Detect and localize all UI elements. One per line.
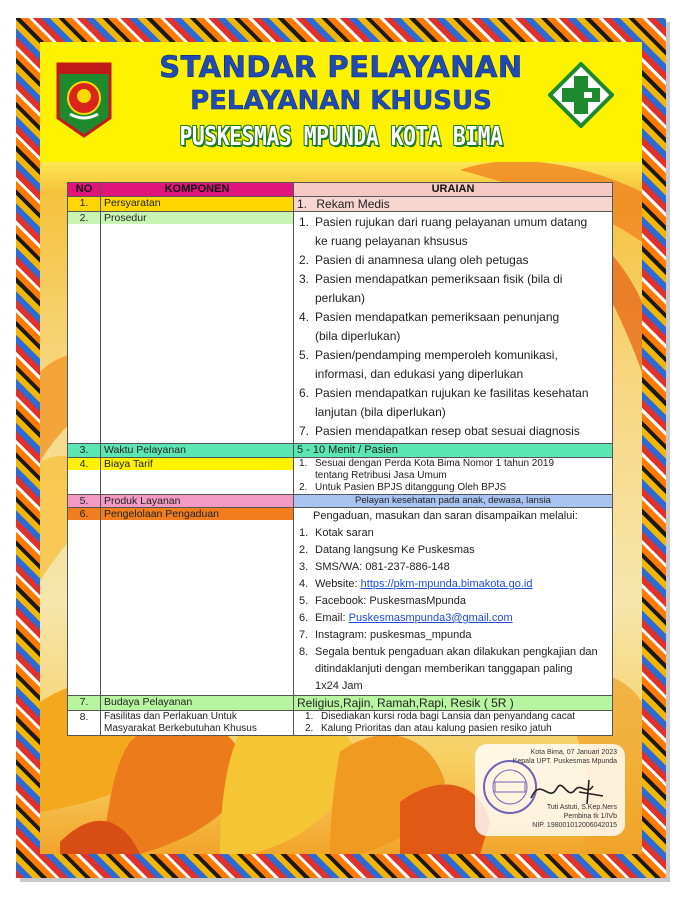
row-component: Pengelolaan Pengaduan [101,508,294,696]
email-link[interactable]: Puskesmasmpunda3@gmail.com [348,612,513,624]
row-description [294,212,613,444]
signature-position: Kepala UPT. Puskesmas Mpunda [512,758,617,765]
table-row [68,444,613,458]
row-component: Waktu Pelayanan [101,444,294,458]
row-description [294,197,613,212]
table-row [68,212,613,444]
title-standar-pelayanan: STANDAR PELAYANAN [159,50,523,84]
table-header-row [68,183,613,197]
list-item: Rekam Medis [316,197,390,211]
title-pelayanan-khusus: PELAYANAN KHUSUS [190,86,492,116]
header-komponen: KOMPONEN [101,183,294,197]
row-number: 4. [68,458,101,495]
list-item: 5. Pasien/pendamping memperoleh komunikasi, informasi, dan edukasi yang diperlukan [299,348,558,381]
list-item: 8. Segala bentuk pengaduan akan dilakukan pengkajian dan ditindaklanjuti dengan memberikan tanggapan paling 1x24 Jam [299,646,598,692]
row-number: 1. [68,197,101,212]
list-item: 2. Pasien di anamnesa ulang oleh petugas [299,253,529,267]
list-item: 1. Disediakan kursi roda bagi Lansia dan penyandang cacat [305,711,576,722]
row-component: Persyaratan [101,197,294,212]
row-number: 6. [68,508,101,696]
list-item: 7. Pasien mendapatkan resep obat sesuai diagnosis [299,424,580,438]
puskesmas-logo-icon [548,62,614,128]
list-item: 6. Pasien mendapatkan rujukan ke fasilitas kesehatan lanjutan (bila diperlukan) [299,386,589,419]
signature-nip: NIP. 198001012006042015 [532,822,617,829]
row-description [294,508,613,696]
signature-rank: Pembina tk 1/IVb [563,813,617,820]
row-number: 2. [68,212,101,444]
row-description: Religius,Rajin, Ramah,Rapi, Resik ( 5R ) [294,696,613,711]
list-item: 3. SMS/WA: 081-237-886-148 [299,561,450,573]
row-component: Prosedur [101,212,294,444]
row-description [294,458,613,495]
signature-place-date: Kota Bima, 07 Januari 2023 [530,749,617,756]
list-item: 4. Pasien mendapatkan pemeriksaan penunjang (bila diperlukan) [299,310,560,343]
row-component: Budaya Pelayanan [101,696,294,711]
poster-body [40,42,642,854]
list-item: 3. Pasien mendapatkan pemeriksaan fisik (bila di perlukan) [299,272,563,305]
table-row [68,458,613,495]
row-number: 8. [68,711,101,736]
table-row [68,696,613,711]
table-row [68,495,613,508]
row-description: Pelayan kesehatan pada anak, dewasa, lansia [294,495,613,508]
list-number: 1. [297,197,308,211]
list-item: 2. Untuk Pasien BPJS ditanggung Oleh BPJS [299,482,507,493]
list-item: 7. Instagram: puskesmas_mpunda [299,629,472,641]
table-row [68,711,613,736]
website-link[interactable]: https://pkm-mpunda.bimakota.go.id [360,578,533,590]
signature-block [475,744,625,836]
row-component: Biaya Tarif [101,458,294,495]
table-row [68,508,613,696]
row-number: 7. [68,696,101,711]
complaint-intro: Pengaduan, masukan dan saran disampaikan melalui: [313,510,578,522]
row-number: 5. [68,495,101,508]
service-standard-table [67,182,613,736]
list-item: 5. Facebook: PuskesmasMpunda [299,595,467,607]
header-no: NO [68,183,101,197]
title-puskesmas-name: PUSKESMAS MPUNDA KOTA BIMA [179,122,503,152]
list-item: 4. Website: https://pkm-mpunda.bimakota.go.id [299,578,533,590]
list-item: 1. Pasien rujukan dari ruang pelayanan umum datang ke ruang pelayanan khsusus [299,215,588,248]
list-item: 2. Kalung Prioritas dan atau kalung pasien resiko jatuh [305,723,552,734]
row-component: Fasilitas dan Perlakuan Untuk Masyarakat Berkebutuhan Khusus [101,711,294,736]
row-number: 3. [68,444,101,458]
table-row [68,197,613,212]
row-description [294,711,613,736]
header-banner [40,42,642,162]
list-item: 2. Datang langsung Ke Puskesmas [299,544,475,556]
list-item: 6. Email: Puskesmasmpunda3@gmail.com [299,612,513,624]
list-item: 1. Kotak saran [299,527,374,539]
signature-name: Tuti Astuti, S.Kep.Ners [546,804,617,811]
header-uraian: URAIAN [294,183,613,197]
row-component: Produk Layanan [101,495,294,508]
row-description: 5 - 10 Menit / Pasien [294,444,613,458]
list-item: 1. Sesuai dengan Perda Kota Bima Nomor 1 tahun 2019 tentang Retribusi Jasa Umum [299,458,555,481]
